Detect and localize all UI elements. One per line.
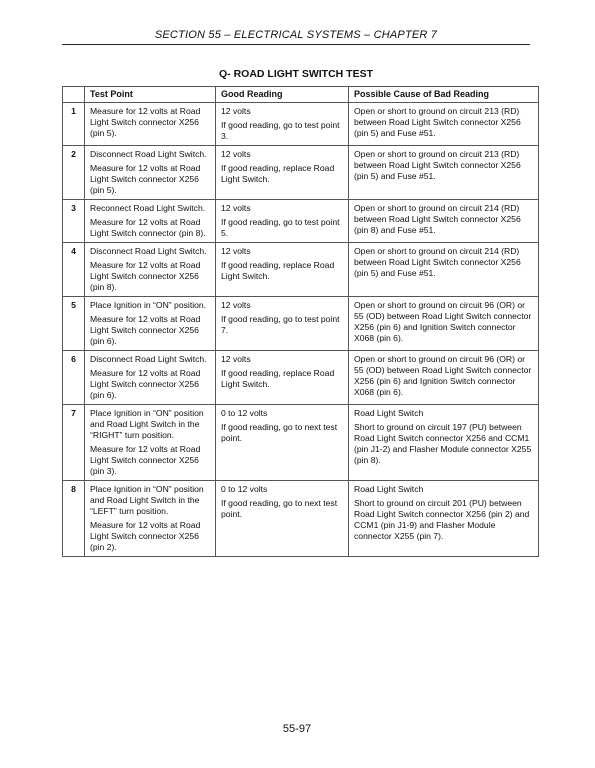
table-row <box>63 103 539 146</box>
possible-cause-text: Open or short to ground on circuit 214 (RD) between Road Light Switch connector X256 (pin 5) and Fuse #51. <box>354 246 521 278</box>
possible-cause-text: Short to ground on circuit 197 (PU) between Road Light Switch connector X256 and CCM1 (pin J1-2) and Flasher Module connector X255 (pin 8). <box>354 422 532 465</box>
table-row <box>63 481 539 557</box>
good-reading-cell <box>216 297 349 351</box>
test-point-text: Measure for 12 volts at Road Light Switch connector X256 (pin 8). <box>90 260 201 292</box>
table-row <box>63 200 539 243</box>
good-reading-text: 0 to 12 volts <box>221 408 268 418</box>
possible-cause-cell <box>349 405 539 481</box>
table-row <box>63 405 539 481</box>
good-reading-text: If good reading, go to next test point. <box>221 422 338 443</box>
test-point-text: Measure for 12 volts at Road Light Switch connector X256 (pin 5). <box>90 163 201 195</box>
table-row <box>63 297 539 351</box>
possible-cause-text: Open or short to ground on circuit 96 (OR) or 55 (OD) between Road Light Switch connector X256 (pin 6) and Ignition Switch connector X068 (pin 6). <box>354 354 532 397</box>
good-reading-text: If good reading, go to test point 3. <box>221 120 340 141</box>
good-reading-cell <box>216 103 349 146</box>
test-point-text: Measure for 12 volts at Road Light Switch connector X256 (pin 6). <box>90 368 201 400</box>
test-point-text: Measure for 12 volts at Road Light Switch connector X256 (pin 5). <box>90 106 201 138</box>
possible-cause-cell <box>349 351 539 405</box>
column-header-good-reading: Good Reading <box>216 87 349 103</box>
good-reading-cell <box>216 405 349 481</box>
good-reading-text: 0 to 12 volts <box>221 484 268 494</box>
possible-cause-text: Open or short to ground on circuit 213 (RD) between Road Light Switch connector X256 (pin 5) and Fuse #51. <box>354 106 521 138</box>
table-row <box>63 351 539 405</box>
good-reading-text: If good reading, go to next test point. <box>221 498 338 519</box>
test-point-cell <box>85 200 216 243</box>
good-reading-cell <box>216 200 349 243</box>
good-reading-text: If good reading, replace Road Light Switch. <box>221 368 335 389</box>
good-reading-text: 12 volts <box>221 246 251 256</box>
good-reading-text: 12 volts <box>221 203 251 213</box>
test-point-text: Place Ignition in “ON” position and Road Light Switch in the “LEFT” turn position. <box>90 484 204 516</box>
test-point-cell <box>85 481 216 557</box>
table-header-row <box>63 87 539 103</box>
test-step-number: 2 <box>63 146 85 200</box>
test-point-text: Disconnect Road Light Switch. <box>90 246 207 256</box>
possible-cause-cell <box>349 243 539 297</box>
test-point-cell <box>85 243 216 297</box>
test-step-number: 5 <box>63 297 85 351</box>
test-title: Q- ROAD LIGHT SWITCH TEST <box>219 68 373 80</box>
good-reading-text: 12 volts <box>221 149 251 159</box>
test-point-text: Disconnect Road Light Switch. <box>90 354 207 364</box>
test-point-cell <box>85 146 216 200</box>
good-reading-cell <box>216 146 349 200</box>
table-row <box>63 243 539 297</box>
section-header: SECTION 55 – ELECTRICAL SYSTEMS – CHAPTER 7 <box>154 29 438 41</box>
test-point-cell <box>85 103 216 146</box>
test-step-number: 3 <box>63 200 85 243</box>
test-point-text: Place Ignition in “ON” position. <box>90 300 207 310</box>
possible-cause-text: Open or short to ground on circuit 213 (RD) between Road Light Switch connector X256 (pin 5) and Fuse #51. <box>354 149 521 181</box>
good-reading-text: If good reading, replace Road Light Switch. <box>221 260 335 281</box>
table-body <box>63 103 539 557</box>
good-reading-text: If good reading, replace Road Light Switch. <box>221 163 335 184</box>
possible-cause-text: Open or short to ground on circuit 214 (RD) between Road Light Switch connector X256 (pin 8) and Fuse #51. <box>354 203 521 235</box>
header-rule <box>62 44 530 45</box>
test-point-text: Measure for 12 volts at Road Light Switch connector X256 (pin 3). <box>90 444 201 476</box>
good-reading-cell <box>216 351 349 405</box>
possible-cause-cell <box>349 297 539 351</box>
column-header-number <box>63 87 85 103</box>
possible-cause-text: Road Light Switch <box>354 484 424 494</box>
test-step-number: 4 <box>63 243 85 297</box>
test-point-text: Measure for 12 volts at Road Light Switch connector (pin 8). <box>90 217 206 238</box>
test-step-number: 1 <box>63 103 85 146</box>
road-light-switch-test-table <box>62 86 539 557</box>
good-reading-cell <box>216 481 349 557</box>
possible-cause-cell <box>349 200 539 243</box>
possible-cause-cell <box>349 103 539 146</box>
possible-cause-text: Short to ground on circuit 201 (PU) between Road Light Switch connector X256 (pin 2) and CCM1 (pin J1-9) and Flasher Module connector X255 (pin 7). <box>354 498 530 541</box>
good-reading-text: 12 volts <box>221 106 251 116</box>
good-reading-cell <box>216 243 349 297</box>
good-reading-text: If good reading, go to test point 5. <box>221 217 340 238</box>
test-point-text: Place Ignition in “ON” position and Road Light Switch in the “RIGHT” turn position. <box>90 408 204 440</box>
test-point-text: Reconnect Road Light Switch. <box>90 203 206 213</box>
test-point-cell <box>85 297 216 351</box>
good-reading-text: 12 volts <box>221 300 251 310</box>
good-reading-text: If good reading, go to test point 7. <box>221 314 340 335</box>
test-point-text: Measure for 12 volts at Road Light Switch connector X256 (pin 2). <box>90 520 201 552</box>
table-row <box>63 146 539 200</box>
test-point-text: Disconnect Road Light Switch. <box>90 149 207 159</box>
test-point-cell <box>85 405 216 481</box>
possible-cause-cell <box>349 146 539 200</box>
page-number: 55-97 <box>282 723 312 735</box>
test-point-cell <box>85 351 216 405</box>
possible-cause-text: Open or short to ground on circuit 96 (OR) or 55 (OD) between Road Light Switch connector X256 (pin 6) and Ignition Switch connector X068 (pin 6). <box>354 300 532 343</box>
test-step-number: 8 <box>63 481 85 557</box>
possible-cause-cell <box>349 481 539 557</box>
test-step-number: 6 <box>63 351 85 405</box>
column-header-test-point: Test Point <box>85 87 216 103</box>
good-reading-text: 12 volts <box>221 354 251 364</box>
test-step-number: 7 <box>63 405 85 481</box>
possible-cause-text: Road Light Switch <box>354 408 424 418</box>
test-point-text: Measure for 12 volts at Road Light Switch connector X256 (pin 6). <box>90 314 201 346</box>
column-header-possible-cause: Possible Cause of Bad Reading <box>349 87 539 103</box>
